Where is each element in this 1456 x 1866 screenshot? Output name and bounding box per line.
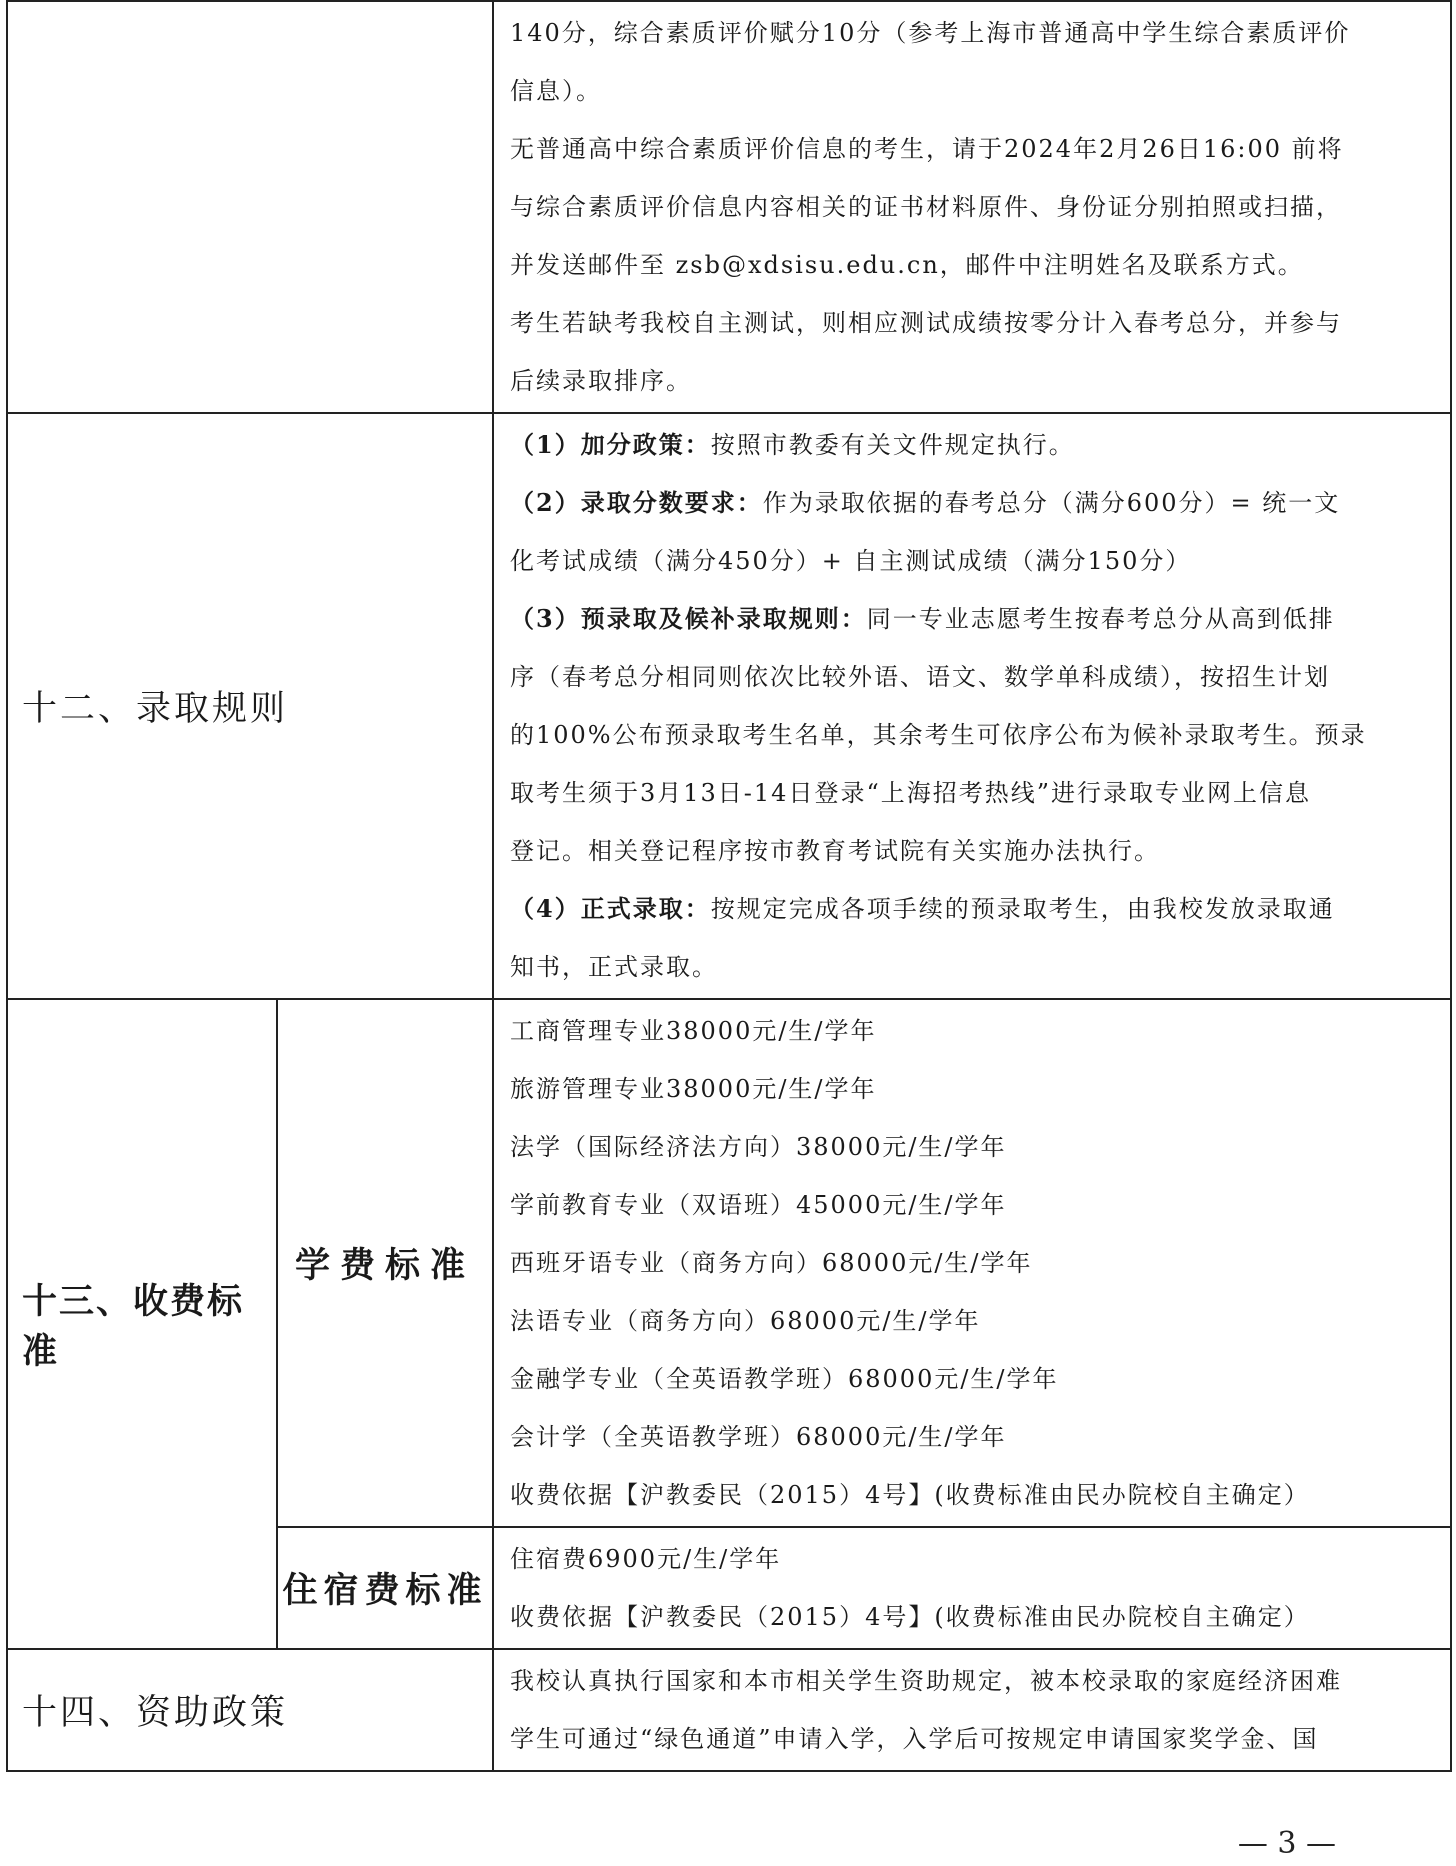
text-line: 登记。相关登记程序按市教育考试院有关实施办法执行。	[510, 837, 1160, 865]
pre-admission-text: 同一专业志愿考生按春考总分从高到低排	[866, 605, 1335, 633]
fee-line: 金融学专业（全英语教学班）68000元/生/学年	[510, 1365, 1059, 1393]
text-line: 后续录取排序。	[510, 367, 692, 395]
row-fees-tuition	[7, 999, 1451, 1527]
text-line	[510, 880, 1436, 938]
row-financial-aid	[7, 1649, 1451, 1771]
dorm-label: 住宿费标准	[277, 1527, 493, 1649]
formal-admission-text: 按规定完成各项手续的预录取考生，由我校发放录取通	[710, 895, 1335, 923]
text-line: 我校认真执行国家和本市相关学生资助规定，被本校录取的家庭经济困难	[510, 1667, 1342, 1695]
document-page	[6, 0, 1450, 1772]
formal-admission-heading: （4）正式录取：	[510, 894, 711, 923]
text-line: 并发送邮件至 zsb@xdsisu.edu.cn，邮件中注明姓名及联系方式。	[510, 251, 1304, 279]
financial-aid-content	[493, 1649, 1451, 1771]
text-line	[510, 590, 1436, 648]
text-line: 取考生须于3月13日-14日登录“上海招考热线”进行录取专业网上信息	[510, 779, 1311, 807]
row-continued-content	[493, 1, 1451, 413]
pre-admission-heading: （3）预录取及候补录取规则：	[510, 604, 867, 633]
fee-line: 会计学（全英语教学班）68000元/生/学年	[510, 1423, 1007, 1451]
bonus-policy-text: 按照市教委有关文件规定执行。	[710, 431, 1075, 459]
fees-title: 十三、收费标准	[7, 999, 277, 1649]
fee-line: 旅游管理专业38000元/生/学年	[510, 1075, 877, 1103]
page-number: — 3 —	[1237, 1826, 1336, 1861]
text-line: 信息）。	[510, 77, 602, 105]
fee-line: 工商管理专业38000元/生/学年	[510, 1017, 877, 1045]
fee-basis-line: 收费依据【沪教委民（2015）4号】(收费标准由民办院校自主确定）	[510, 1603, 1310, 1631]
bonus-policy-heading: （1）加分政策：	[510, 430, 711, 459]
tuition-content	[493, 999, 1451, 1527]
score-requirement-heading: （2）录取分数要求：	[510, 488, 763, 517]
text-line: 140分，综合素质评价赋分10分（参考上海市普通高中学生综合素质评价	[510, 19, 1351, 47]
admission-rules-content	[493, 413, 1451, 999]
text-line: 与综合素质评价信息内容相关的证书材料原件、身份证分别拍照或扫描，	[510, 193, 1342, 221]
tuition-label: 学费标准	[277, 999, 493, 1527]
text-line: 学生可通过“绿色通道”申请入学，入学后可按规定申请国家奖学金、国	[510, 1725, 1319, 1753]
admission-rules-title: 十二、录取规则	[7, 413, 493, 999]
page-footer	[0, 1826, 1456, 1866]
fee-line: 学前教育专业（双语班）45000元/生/学年	[510, 1191, 1007, 1219]
text-line: 化考试成绩（满分450分）+ 自主测试成绩（满分150分）	[510, 547, 1192, 575]
financial-aid-title: 十四、资助政策	[7, 1649, 493, 1771]
text-line	[510, 474, 1436, 532]
row-continued-label	[7, 1, 493, 413]
score-requirement-text: 作为录取依据的春考总分（满分600分）= 统一文	[762, 489, 1341, 517]
fee-line: 法学（国际经济法方向）38000元/生/学年	[510, 1133, 1007, 1161]
row-continued	[7, 1, 1451, 413]
fee-line: 住宿费6900元/生/学年	[510, 1545, 782, 1573]
text-line: 序（春考总分相同则依次比较外语、语文、数学单科成绩），按招生计划	[510, 663, 1330, 691]
fee-basis-line: 收费依据【沪教委民（2015）4号】(收费标准由民办院校自主确定）	[510, 1481, 1310, 1509]
text-line: 无普通高中综合素质评价信息的考生，请于2024年2月26日16:00 前将	[510, 135, 1344, 163]
text-line: 知书，正式录取。	[510, 953, 718, 981]
text-line: 的100%公布预录取考生名单，其余考生可依序公布为候补录取考生。预录	[510, 721, 1367, 749]
admission-table	[6, 0, 1452, 1772]
text-line: 考生若缺考我校自主测试，则相应测试成绩按零分计入春考总分，并参与	[510, 309, 1342, 337]
dorm-content	[493, 1527, 1451, 1649]
fee-line: 法语专业（商务方向）68000元/生/学年	[510, 1307, 981, 1335]
fee-line: 西班牙语专业（商务方向）68000元/生/学年	[510, 1249, 1033, 1277]
row-admission-rules	[7, 413, 1451, 999]
text-line	[510, 416, 1436, 474]
